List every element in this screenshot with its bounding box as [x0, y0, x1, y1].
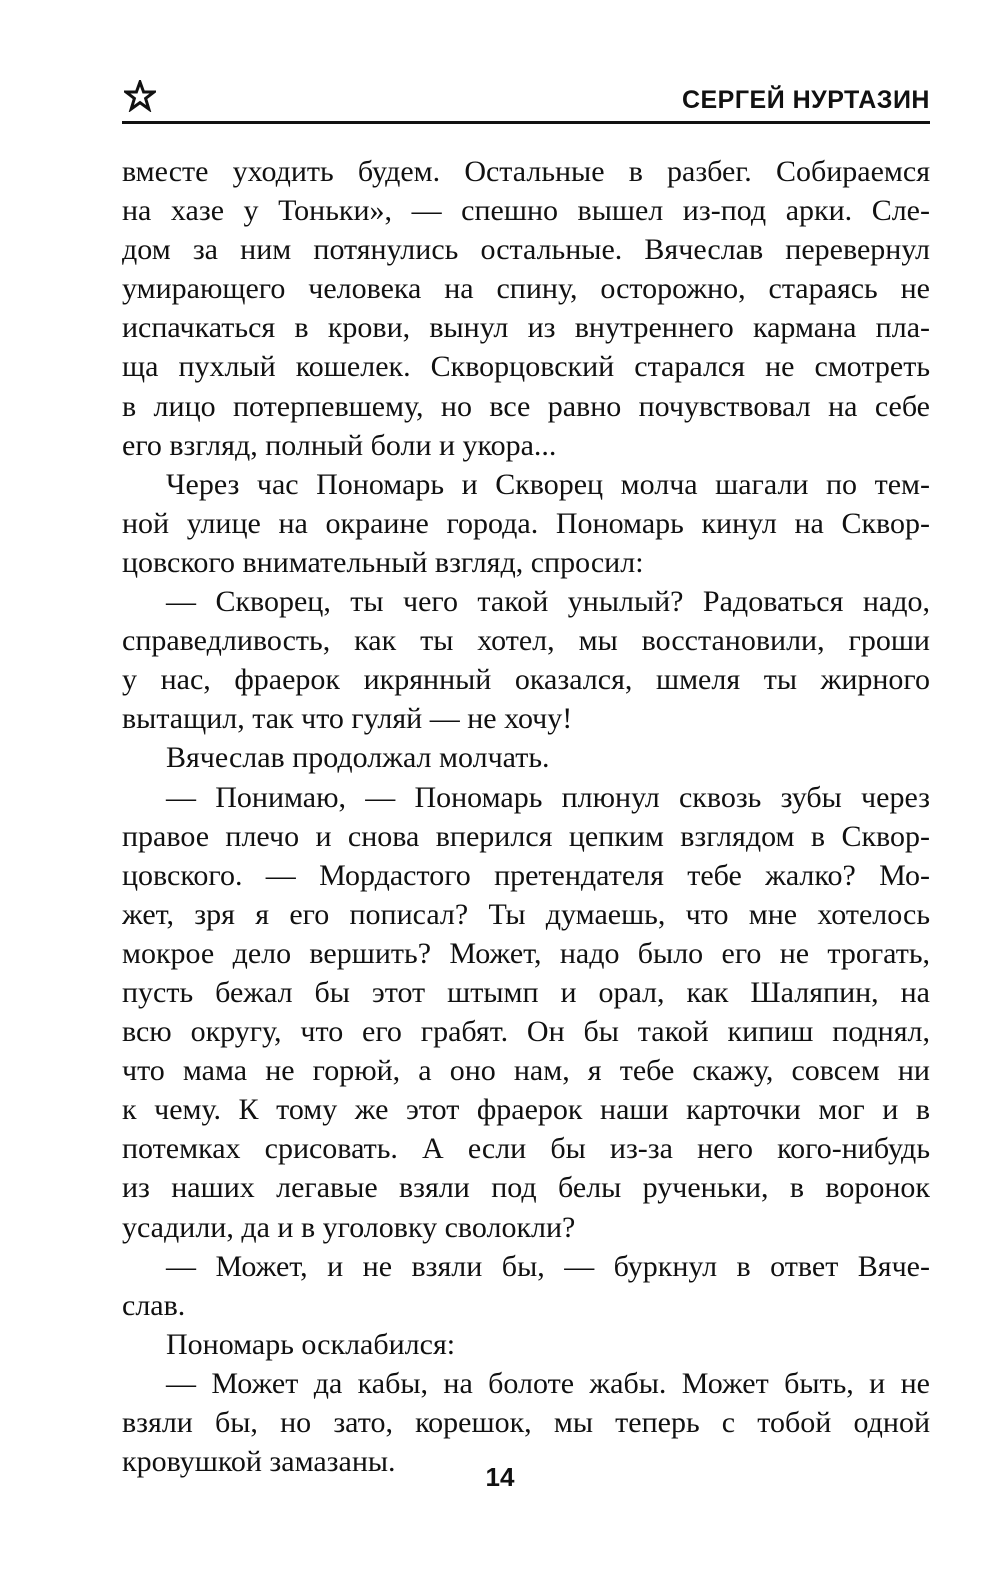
- text-line: пусть бежал бы этот штымп и орал, как Шаляпин, на: [122, 975, 930, 1009]
- text-line: вытащил, так что гуляй — не хочу!: [122, 702, 573, 736]
- text-line: слав.: [122, 1288, 186, 1322]
- text-line: — Может, и не взяли бы, — буркнул в ответ Вяче-: [166, 1249, 930, 1283]
- star-outline-icon: [124, 80, 156, 112]
- text-line: из наших легавые взяли под белы рученьки, в воронок: [122, 1171, 930, 1205]
- text-line: к чему. К тому же этот фраерок наши карточки мог и в: [122, 1093, 930, 1127]
- text-line: — Скворец, ты чего такой унылый? Радоваться надо,: [166, 585, 930, 619]
- text-line: Через час Пономарь и Скворец молча шагали по тем-: [166, 467, 930, 501]
- text-line: что мама не горюй, а оно нам, я тебе скажу, совсем ни: [122, 1054, 930, 1088]
- text-line: справедливость, как ты хотел, мы восстановили, гроши: [122, 624, 930, 658]
- text-line: — Может да кабы, на болоте жабы. Может быть, и не: [166, 1366, 930, 1400]
- running-head-author: СЕРГЕЙ НУРТАЗИН: [681, 86, 930, 114]
- text-line: испачкаться в крови, вынул из внутреннего кармана пла-: [122, 311, 930, 345]
- text-line: ной улице на окраине города. Пономарь кинул на Сквор-: [122, 506, 930, 540]
- header-rule: [122, 121, 930, 124]
- text-line: кровушкой замазаны.: [122, 1445, 396, 1479]
- text-line: дом за ним потянулись остальные. Вячеслав перевернул: [122, 233, 930, 267]
- text-line: умирающего человека на спину, осторожно, стараясь не: [122, 272, 930, 306]
- text-line: ща пухлый кошелек. Скворцовский старался не смотреть: [122, 350, 930, 384]
- text-line: жет, зря я его пописал? Ты думаешь, что мне хотелось: [122, 897, 930, 931]
- text-line: — Понимаю, — Пономарь плюнул сквозь зубы через: [166, 780, 930, 814]
- text-line: его взгляд, полный боли и укора...: [122, 428, 557, 462]
- text-line: на хазе у Тоньки», — спешно вышел из-под арки. Сле-: [122, 194, 930, 228]
- text-line: вместе уходить будем. Остальные в разбег. Собираемся: [122, 155, 930, 188]
- text-line: правое плечо и снова вперился цепким взглядом в Сквор-: [122, 819, 930, 853]
- text-line: у нас, фраерок икрянный оказался, шмеля ты жирного: [122, 663, 930, 697]
- text-line: Вячеслав продолжал молчать.: [166, 741, 550, 775]
- body-text: [122, 152, 930, 1481]
- page-header: [122, 72, 930, 122]
- text-line: мокрое дело вершить? Может, надо было его не трогать,: [122, 936, 930, 970]
- text-line: Пономарь осклабился:: [166, 1327, 456, 1361]
- page-number: 14: [485, 1462, 515, 1492]
- text-line: цовского. — Мордастого претендателя тебе жалко? Мо-: [122, 858, 930, 892]
- text-line: усадили, да и в уголовку сволокли?: [122, 1210, 576, 1244]
- text-line: в лицо потерпевшему, но все равно почувствовал на себе: [122, 389, 930, 423]
- text-line: всю округу, что его грабят. Он бы такой кипиш поднял,: [122, 1015, 930, 1049]
- text-line: взяли бы, но зато, корешок, мы теперь с тобой одной: [122, 1406, 930, 1439]
- text-line: цовского внимательный взгляд, спросил:: [122, 545, 644, 579]
- text-line: потемках срисовать. А если бы из-за него кого-нибудь: [122, 1132, 930, 1166]
